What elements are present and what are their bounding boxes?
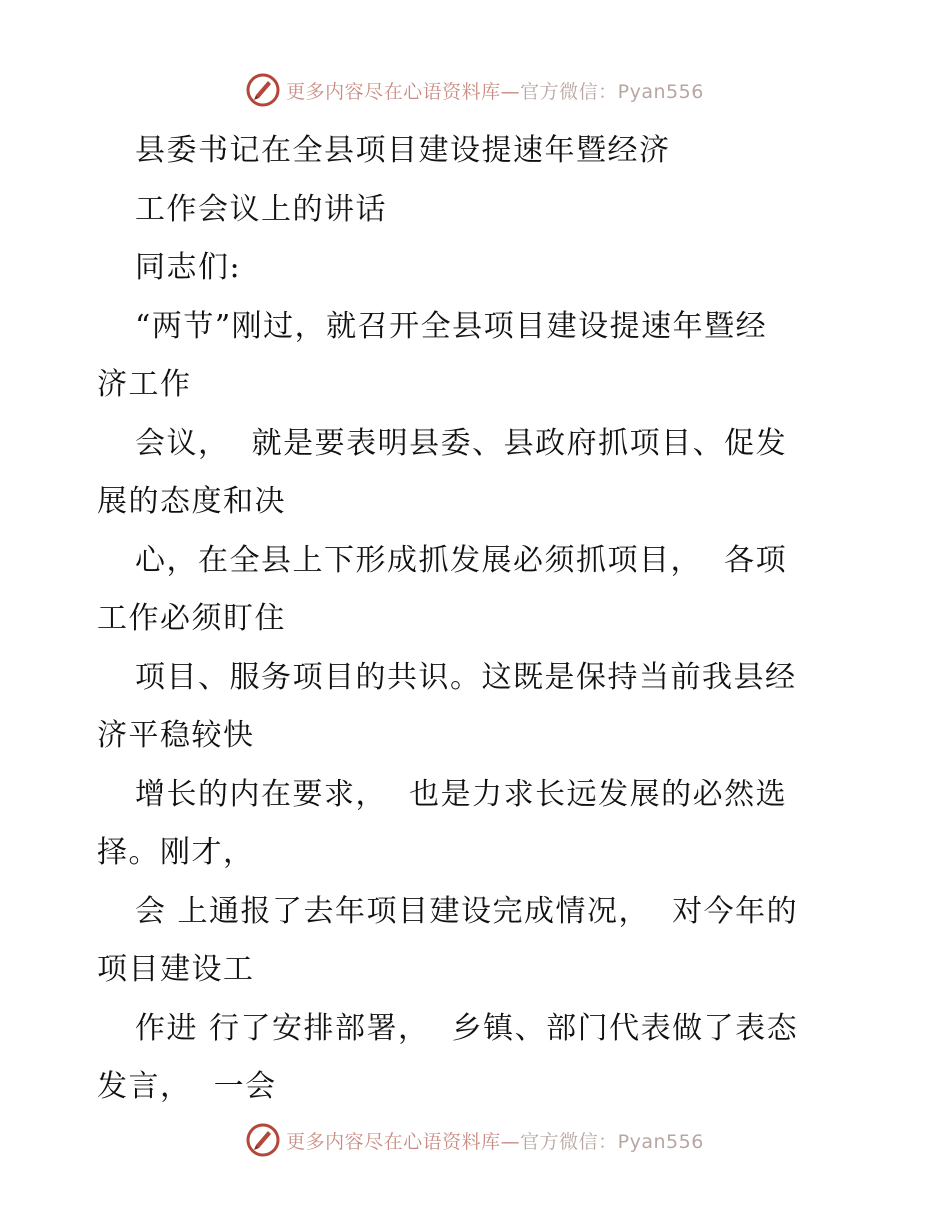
paragraph-line: 作进 行了安排部署， 乡镇、部门代表做了表态 (135, 1010, 799, 1046)
banner-wechat: 官方微信：Pyan556 (520, 1130, 704, 1153)
paragraph-line: 会议， 就是要表明县委、县政府抓项目、促发 (135, 425, 788, 461)
paragraph-line: 增长的内在要求， 也是力求长远发展的必然选 (135, 776, 788, 812)
paragraph-line: 心，在全县上下形成抓发展必须抓项目， 各项 (135, 542, 788, 578)
paragraph-line: 发言， 一会 (97, 1069, 277, 1104)
paragraph-line: 济平稳较快 (97, 718, 255, 753)
banner-text (286, 77, 704, 104)
paragraph-line: 济工作 (97, 367, 192, 402)
banner-text (286, 1127, 704, 1154)
doc-title-line-1: 县委书记在全县项目建设提速年暨经济 (135, 133, 671, 168)
paragraph-line: 工作必须盯住 (97, 601, 286, 636)
document-body (97, 122, 857, 1117)
paragraph-line: “两节”刚过，就召开全县项目建设提速年暨经 (135, 308, 768, 344)
header-banner (0, 70, 950, 110)
paragraph-line: 项目、服务项目的共识。这既是保持当前我县经 (135, 659, 797, 695)
banner-title: 更多内容尽在心语资料库— (286, 1130, 521, 1153)
paragraph-line: 择。刚才， (97, 835, 255, 870)
paragraph-line: 展的态度和决 (97, 484, 286, 519)
paragraph-line: 会 上通报了去年项目建设完成情况， 对今年的 (135, 893, 799, 929)
footer-banner (0, 1120, 950, 1160)
salutation: 同志们: (135, 250, 242, 285)
banner-wechat: 官方微信：Pyan556 (520, 80, 704, 103)
banner-title: 更多内容尽在心语资料库— (286, 80, 521, 103)
logo-icon (246, 73, 280, 107)
logo-icon (246, 1123, 280, 1157)
paragraph-line: 项目建设工 (97, 952, 255, 987)
doc-title-line-2: 工作会议上的讲话 (135, 191, 387, 227)
